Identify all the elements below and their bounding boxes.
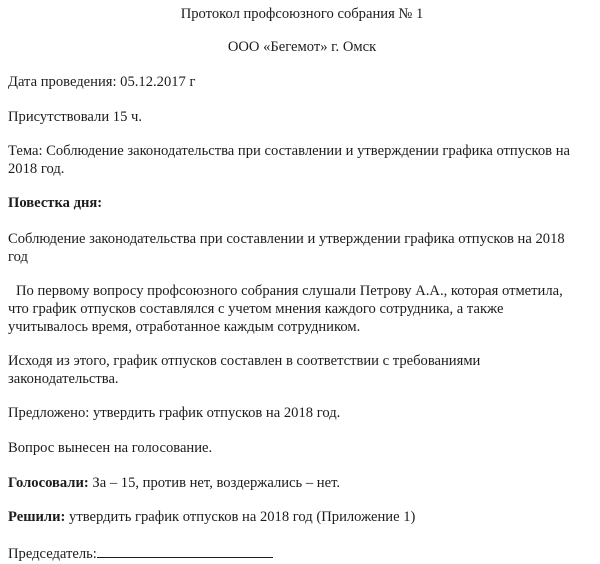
topic-line-2: 2018 год. — [8, 161, 65, 177]
decided-line — [8, 508, 415, 526]
heard-line-1: По первому вопросу профсоюзного собрания слушали Петрову А.А., которая отметила, — [16, 283, 563, 299]
heard-line-3: учитывалось время, отработанное каждым сотрудником. — [8, 319, 361, 335]
protocol-title: Протокол профсоюзного собрания № 1 — [180, 6, 424, 22]
meeting-date: Дата проведения: 05.12.2017 г — [8, 74, 196, 90]
agenda-heading-text: Повестка дня: — [8, 195, 103, 211]
organization-line: ООО «Бегемот» г. Омск — [227, 39, 377, 55]
vote-put-line: Вопрос вынесен на голосование. — [8, 440, 213, 456]
chairman-label: Председатель: — [8, 546, 97, 562]
voted-label: Голосовали: — [8, 475, 89, 491]
agenda-line-1: Соблюдение законодательства при составлении и утверждении графика отпусков на 2018 — [8, 231, 565, 247]
signature-blank — [97, 543, 273, 558]
chairman-line — [8, 543, 273, 563]
proposed-line: Предложено: утвердить график отпусков на 2018 год. — [8, 405, 341, 421]
heard-line-2: что график отпусков составлялся с учетом мнения каждого сотрудника, а также — [8, 301, 504, 317]
voted-text: За – 15, против нет, воздержались – нет. — [88, 475, 341, 491]
decided-text: утвердить график отпусков на 2018 год (Приложение 1) — [65, 509, 416, 525]
attendance: Присутствовали 15 ч. — [8, 109, 143, 125]
voted-line — [8, 474, 340, 492]
conclusion-line-2: законодательства. — [8, 371, 119, 387]
decided-label: Решили: — [8, 509, 66, 525]
conclusion-line-1: Исходя из этого, график отпусков составлен в соответствии с требованиями — [8, 353, 481, 369]
agenda-heading — [8, 194, 102, 212]
agenda-line-2: год — [8, 249, 28, 265]
topic-line-1: Тема: Соблюдение законодательства при составлении и утверждении графика отпусков на — [8, 143, 570, 159]
